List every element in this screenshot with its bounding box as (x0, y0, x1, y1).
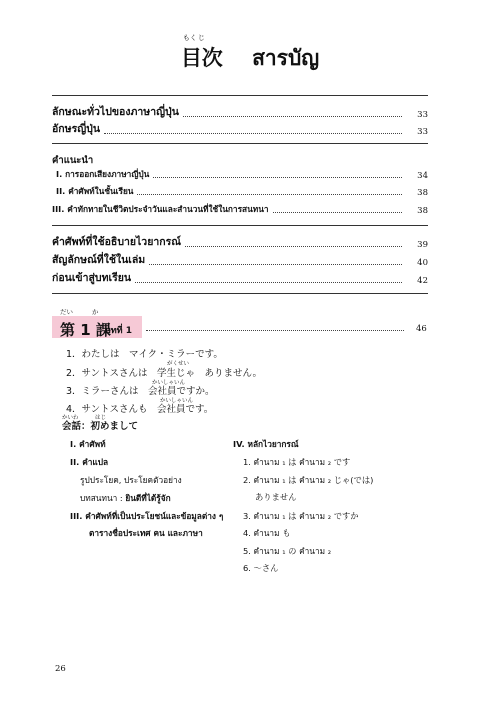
toc-label: คำศัพท์ที่ใช้อธิบายไวยากรณ์ (52, 236, 181, 248)
lesson-thai-title: บทที่ 1 (105, 326, 132, 336)
subsection-country-table: ตารางชื่อประเทศ คน และภาษา (89, 528, 203, 538)
sentence-ruby: かいしゃいん (152, 380, 186, 386)
title-ruby-1: もく (182, 34, 197, 42)
toc-row[interactable] (52, 104, 428, 120)
divider (52, 293, 428, 294)
toc-row[interactable] (56, 168, 428, 181)
kaiwa-ruby: かいわ (62, 415, 79, 421)
title-thai: สารบัญ (252, 46, 320, 70)
grammar-item: 2. คำนาม ₁ は คำนาม ₂ じゃ(では) (243, 475, 374, 485)
toc-row[interactable] (52, 121, 428, 137)
section-vocab[interactable]: I. คำศัพท์ (70, 439, 106, 449)
section-grammar[interactable]: IV. หลักไวยากรณ์ (233, 439, 299, 449)
dot-leader (104, 133, 402, 134)
divider-top (52, 95, 428, 96)
grammar-item: 5. คำนาม ₁ の คำนาม ₂ (243, 546, 332, 556)
title-ruby-2: じ (197, 34, 205, 42)
toc-label: II. คำศัพท์ในชั้นเรียน (56, 186, 134, 196)
section-translation[interactable]: II. คำแปล (70, 457, 109, 467)
grammar-item: 4. คำนาม も (243, 528, 291, 538)
page-number: 26 (55, 664, 66, 674)
toc-label: สัญลักษณ์ที่ใช้ในเล่ม (52, 254, 146, 266)
toc-row[interactable] (52, 234, 428, 250)
dot-leader (183, 116, 402, 117)
toc-page: 33 (417, 110, 428, 120)
intro-heading: คำแนะนำ (52, 155, 94, 166)
lesson-ruby-ka: か (92, 308, 99, 316)
title-kanji: 目次 (180, 46, 223, 70)
example-sentence: 1．わたしは マイク・ミラーです。 (66, 349, 223, 360)
toc-row[interactable] (52, 270, 428, 286)
dot-leader (135, 282, 402, 283)
toc-row[interactable] (56, 185, 428, 198)
grammar-item: 6. ～さん (243, 563, 279, 573)
sentence-ruby: がくせい (167, 361, 190, 367)
toc-page: 38 (417, 188, 428, 198)
example-sentence: 2．サントスさんは 学生じゃ ありません。 (66, 368, 263, 379)
grammar-item-continued: ありません (255, 492, 297, 502)
section-useful-info[interactable]: III. คำศัพท์ที่เป็นประโยชน์และข้อมูลต่าง ๆ (70, 511, 224, 521)
toc-label: III. คำทักทายในชีวิตประจำวันและสำนวนที่ใช้ในการสนทนา (52, 204, 269, 214)
dot-leader (273, 212, 402, 213)
conversation-label: บทสนทนา : (80, 493, 126, 503)
example-sentence: 3．ミラーさんは 会社員ですか。 (66, 386, 215, 397)
toc-label: I. การออกเสียงภาษาญี่ปุ่น (56, 169, 150, 179)
dot-leader (185, 246, 402, 247)
sentence-ruby: かいしゃいん (160, 398, 194, 404)
dot-leader (146, 330, 404, 331)
lesson-number: 第 1 課 (60, 321, 111, 339)
dot-leader (137, 194, 402, 195)
toc-page: 39 (417, 240, 428, 250)
toc-label: ลักษณะทั่วไปของภาษาญี่ปุ่น (52, 106, 179, 118)
toc-page: 38 (417, 206, 428, 216)
toc-page: 40 (417, 258, 428, 268)
divider (52, 225, 428, 226)
toc-page: 33 (417, 127, 428, 137)
toc-page: 42 (417, 276, 428, 286)
example-sentence: 4．サントスさんも 会社員です。 (66, 404, 214, 415)
dot-leader (153, 177, 402, 178)
grammar-item: 1. คำนาม ₁ は คำนาม ₂ です (243, 457, 351, 467)
grammar-item: 3. คำนาม ₁ は คำนาม ₂ ですか (243, 511, 359, 521)
dot-leader (149, 264, 402, 265)
toc-page: 34 (417, 171, 428, 181)
lesson-ruby-dai: だい (60, 308, 73, 316)
kaiwa-title: 会話：初めまして (62, 421, 139, 432)
toc-row[interactable] (52, 252, 428, 268)
lesson-page: 46 (416, 324, 427, 334)
page-title (0, 34, 500, 75)
conversation-title: ยินดีที่ได้รู้จัก (125, 493, 171, 503)
subsection-conversation (80, 491, 171, 505)
kaiwa-ruby: はじ (95, 415, 107, 421)
toc-row[interactable] (52, 203, 428, 216)
divider (52, 143, 428, 144)
toc-label: อักษรญี่ปุ่น (52, 123, 101, 135)
lesson-badge[interactable] (52, 308, 142, 339)
toc-label: ก่อนเข้าสู่บทเรียน (52, 272, 132, 284)
subsection-sentence-patterns: รูปประโยค, ประโยคตัวอย่าง (80, 475, 182, 485)
